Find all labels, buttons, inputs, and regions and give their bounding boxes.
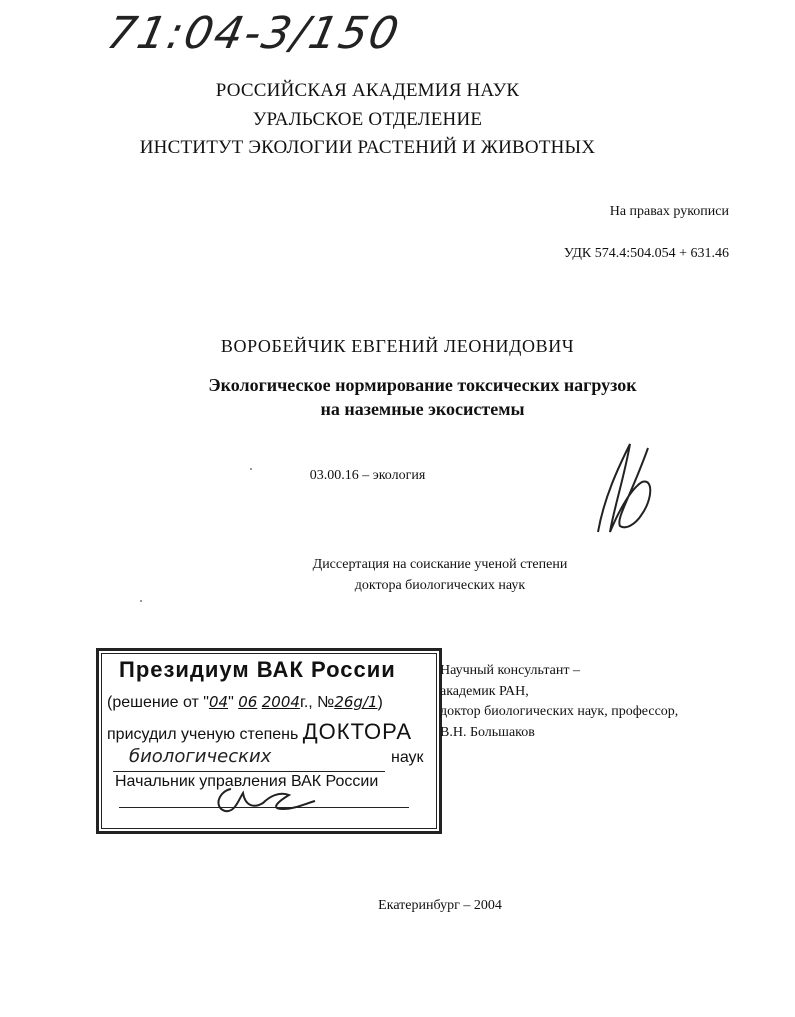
institution-line-2: УРАЛЬСКОЕ ОТДЕЛЕНИЕ [252,109,483,130]
stamp-degree: ДОКТОРА [302,719,413,744]
consultant-line-1: Научный консультант – [440,663,580,678]
consultant-line-2: академик РАН, [440,684,529,699]
stamp-year: 2004 [261,693,300,711]
stamp-num-prefix: г., № [299,694,335,711]
udk-code: УДК 574.4:504.054 + 631.46 [563,246,729,261]
stamp-field-suffix: наук [391,749,424,766]
stamp-title: Президиум ВАК России [119,657,396,682]
stamp-degree-prefix: присудил ученую степень [107,726,303,743]
city-year: Екатеринбург – 2004 [378,898,502,913]
consultant-line-4: В.Н. Большаков [440,725,535,740]
dissertation-purpose-line-2: доктора биологических наук [354,578,526,593]
institution-line-1: РОССИЙСКАЯ АКАДЕМИЯ НАУК [215,80,520,101]
dissertation-title-line-1: Экологическое нормирование токсических нагрузок [208,375,637,395]
scan-speck [140,600,142,602]
stamp-head-title: Начальник управления ВАК России [115,773,379,790]
stamp-decision-suffix: ) [377,694,383,711]
consultant-line-3: доктор биологических наук, профессор, [440,704,679,719]
institution-line-3: ИНСТИТУТ ЭКОЛОГИИ РАСТЕНИЙ И ЖИВОТНЫХ [139,137,596,158]
stamp-number: 26g/1 [334,693,378,711]
stamp-decision [107,693,383,712]
stamp-day: 04 [208,693,229,711]
handwritten-signature-mark [590,438,660,538]
stamp-field-handwritten: биологических [129,746,272,767]
author-name: ВОРОБЕЙЧИК ЕВГЕНИЙ ЛЕОНИДОВИЧ [220,336,575,356]
stamp-sep-1: " [228,694,239,711]
vak-stamp [96,648,442,834]
dissertation-purpose-line-1: Диссертация на соискание ученой степени [312,557,568,572]
stamp-month: 06 [238,693,258,711]
manuscript-rights-note: На правах рукописи [609,204,729,219]
specialty-code: 03.00.16 – экология [309,468,426,483]
stamp-degree-row [107,719,412,745]
archive-number-handwritten: 71:04-3/150 [102,8,405,59]
stamp-signature [209,783,319,819]
stamp-decision-prefix: (решение от " [107,694,209,711]
scan-speck [250,468,252,470]
dissertation-title-line-2: на наземные экосистемы [320,399,525,419]
